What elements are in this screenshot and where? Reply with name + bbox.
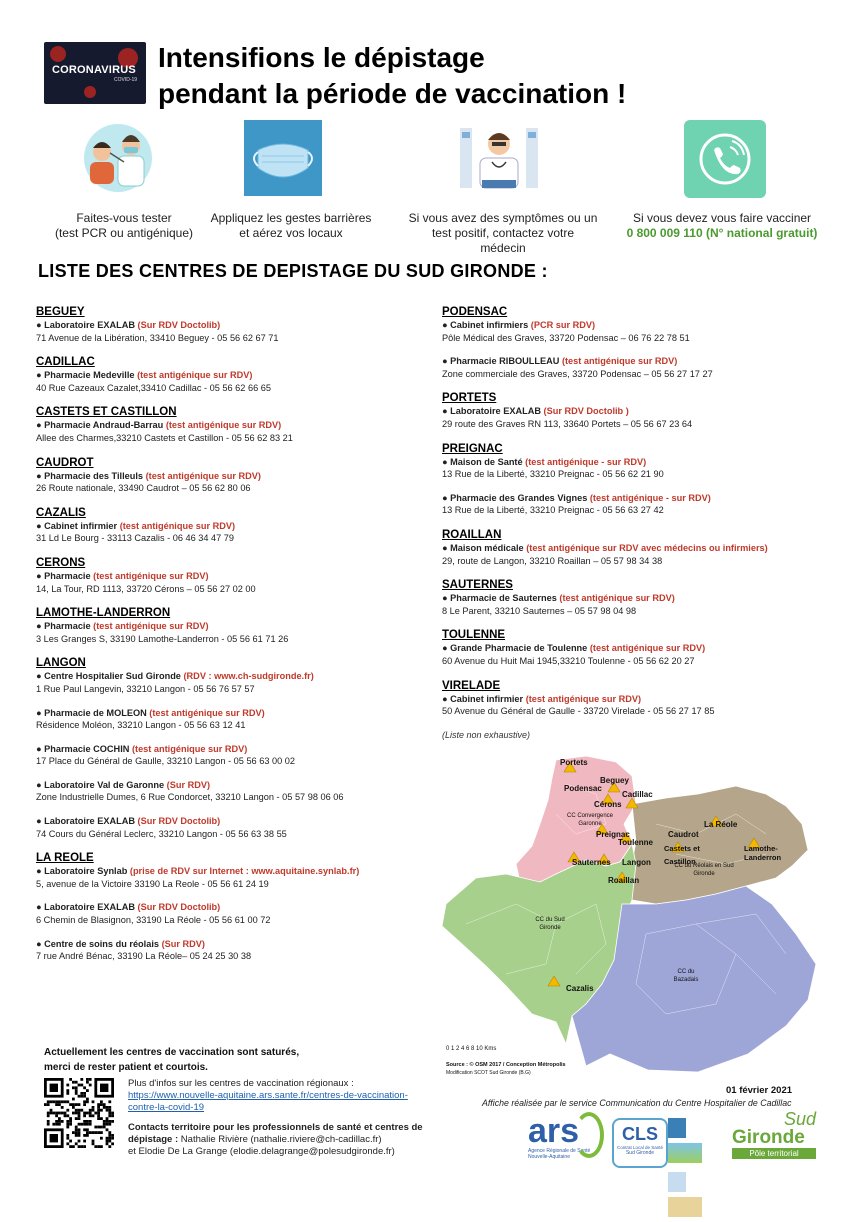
centre-address: Allee des Charmes,33210 Castets et Castillon - 05 56 62 83 21 bbox=[36, 432, 293, 443]
centre-entry bbox=[442, 592, 832, 617]
centre-entry bbox=[442, 355, 832, 380]
centre-name: Pharmacie COCHIN bbox=[44, 743, 130, 754]
bullet-icon: ● bbox=[36, 671, 45, 682]
map-source-mod: Modification SCOT Sud Gironde (B.G) bbox=[446, 1070, 531, 1076]
centre-name: Pharmacie de MOLEON bbox=[44, 707, 147, 718]
bullet-icon: ● bbox=[36, 938, 45, 949]
centre-address: 31 Ld Le Bourg - 33113 Cazalis - 06 46 34 47 79 bbox=[36, 533, 235, 544]
city-heading: LA REOLE bbox=[36, 852, 94, 865]
bullet-icon: ● bbox=[442, 356, 451, 367]
centre-address: 26 Route nationale, 33490 Caudrot – 05 56 62 80 06 bbox=[36, 483, 251, 494]
centre-note: (test antigénique - sur RDV) bbox=[589, 492, 711, 503]
map-label: Caudrot bbox=[668, 830, 699, 839]
city-heading: SAUTERNES bbox=[442, 579, 513, 592]
map-label: Lamothe-Landerron bbox=[744, 844, 782, 862]
badge-text: CORONAVIRUS bbox=[52, 64, 136, 76]
centre-name: Pharmacie RIBOULLEAU bbox=[450, 356, 560, 367]
city-heading: CAUDROT bbox=[36, 456, 94, 469]
centre-name: Cabinet infirmiers bbox=[450, 320, 529, 330]
list-note: (Liste non exhaustive) bbox=[442, 729, 531, 740]
centre-name: Cabinet infirmier bbox=[450, 693, 524, 704]
test-icon bbox=[78, 122, 158, 194]
sud-gironde-logo: Sud Gironde Pôle territorial bbox=[732, 1109, 816, 1158]
caption-phone: Si vous devez vous faire vacciner 0 800 009 110 (N° national gratuit) bbox=[626, 211, 818, 240]
list-title: LISTE DES CENTRES DE DEPISTAGE DU SUD GIRONDE : bbox=[38, 261, 548, 281]
bullet-icon: ● bbox=[442, 492, 451, 503]
map-label: Castets et Castillon bbox=[664, 844, 700, 866]
centre-note: (test antigénique sur RDV avec médecins ou infirmiers) bbox=[526, 542, 768, 553]
centre-note: (test antigénique sur RDV) bbox=[589, 643, 706, 654]
centre-name: Pharmacie Medeville bbox=[44, 370, 135, 381]
centre-address: 29 route des Graves RN 113, 33640 Portets – 05 56 67 23 64 bbox=[442, 418, 693, 429]
city-heading: LAMOTHE-LANDERRON bbox=[36, 607, 171, 620]
mask-icon bbox=[244, 120, 322, 196]
map-label: Portets bbox=[560, 758, 588, 767]
bullet-icon: ● bbox=[36, 520, 45, 531]
bullet-icon: ● bbox=[36, 420, 45, 431]
bullet-icon: ● bbox=[442, 320, 451, 330]
map-label: Roaillan bbox=[608, 876, 640, 885]
centre-address: Zone commerciale des Graves, 33720 Podensac – 05 56 27 17 27 bbox=[442, 368, 713, 379]
centre-note: (test antigénique sur RDV) bbox=[145, 470, 261, 481]
contact-info: Plus d'infos sur les centres de vaccination régionaux : https://www.nouvelle-aquitaine.ars.sante.fr/centres-de-vaccination- contre-la-covid-19 Contacts territoire pour les professionnels de santé et centres de dépistage : Nathalie Rivière (nathalie.riviere@ch-cadillac.fr) et Elodie De La Grange (elodie.delagrange@polesudgironde.fr) bbox=[128, 1078, 423, 1157]
centre-note: (test antigénique sur RDV) bbox=[561, 356, 678, 367]
centre-name: Laboratoire EXALAB bbox=[44, 320, 135, 330]
city-heading: CAZALIS bbox=[36, 506, 86, 519]
city-heading: CADILLAC bbox=[36, 356, 95, 369]
centre-entry bbox=[442, 642, 832, 667]
city-heading: PREIGNAC bbox=[442, 442, 503, 455]
bullet-icon: ● bbox=[36, 470, 45, 481]
centre-name: Laboratoire EXALAB bbox=[44, 816, 135, 827]
centre-entry bbox=[36, 470, 416, 495]
map-label: La Réole bbox=[704, 820, 738, 829]
page-title: Intensifions le dépistage pendant la période de vaccination ! bbox=[158, 42, 627, 109]
city-heading: BEGUEY bbox=[36, 306, 85, 318]
map-label: CC du Bazadais bbox=[673, 969, 699, 983]
bullet-icon: ● bbox=[36, 570, 45, 581]
map-source: Source : © OSM 2017 / Conception Métropolis bbox=[446, 1062, 566, 1068]
centre-entry bbox=[442, 693, 832, 718]
map-label: Podensac bbox=[564, 784, 602, 793]
centre-address: 71 Avenue de la Libération, 33410 Beguey - 05 56 62 67 71 bbox=[36, 332, 279, 343]
territory-map bbox=[436, 754, 818, 1079]
centre-note: (PCR sur RDV) bbox=[530, 320, 596, 330]
bullet-icon: ● bbox=[36, 320, 45, 330]
map-label: CC du Sud Gironde bbox=[535, 917, 565, 931]
bullet-icon: ● bbox=[442, 542, 451, 553]
partner-logos bbox=[668, 1118, 724, 1164]
centre-entry bbox=[442, 492, 832, 517]
centre-address: Résidence Moléon, 33210 Langon - 05 56 63 12 41 bbox=[36, 720, 246, 731]
bullet-icon: ● bbox=[36, 779, 45, 790]
badge-sub: COVID-19 bbox=[114, 77, 138, 83]
bullet-icon: ● bbox=[36, 621, 45, 632]
centre-name: Laboratoire EXALAB bbox=[450, 406, 541, 417]
centre-entry bbox=[36, 779, 416, 804]
bullet-icon: ● bbox=[442, 643, 451, 654]
centre-note: (Sur RDV) bbox=[161, 938, 205, 949]
centre-address: 14, La Tour, RD 1113, 33720 Cérons – 05 56 27 02 00 bbox=[36, 583, 256, 594]
doctor-icon bbox=[458, 122, 540, 194]
centre-note: (test antigénique sur RDV) bbox=[165, 420, 282, 431]
centre-name: Maison médicale bbox=[450, 542, 524, 553]
centre-name: Laboratoire EXALAB bbox=[44, 902, 135, 913]
centre-name: Pharmacie bbox=[44, 570, 91, 581]
centre-address: Zone Industrielle Dumes, 6 Rue Condorcet, 33210 Langon - 05 57 98 06 06 bbox=[36, 792, 344, 803]
city-heading: ROAILLAN bbox=[442, 528, 502, 541]
map-scale: 0 1 2 4 6 8 10 Kms bbox=[446, 1046, 497, 1052]
centre-address: 7 rue André Bénac, 33190 La Réole– 05 24 25 30 38 bbox=[36, 951, 252, 962]
centre-name: Laboratoire Synlab bbox=[44, 866, 128, 877]
centre-entry bbox=[442, 456, 832, 481]
bullet-icon: ● bbox=[36, 866, 45, 877]
centre-note: (Sur RDV Doctolib) bbox=[137, 902, 221, 913]
centre-address: 17 Place du Général de Gaulle, 33210 Langon - 05 56 63 00 02 bbox=[36, 756, 295, 767]
centre-note: (Sur RDV) bbox=[166, 779, 211, 790]
map-label: Preignac bbox=[596, 830, 630, 839]
centre-note: (Sur RDV Doctolib) bbox=[137, 816, 221, 827]
poster-date: 01 février 2021 bbox=[726, 1085, 793, 1096]
city-heading: PORTETS bbox=[442, 392, 497, 405]
centre-name: Grande Pharmacie de Toulenne bbox=[450, 643, 588, 654]
vaccination-link[interactable]: https://www.nouvelle-aquitaine.ars.sante.fr/centres-de-vaccination- bbox=[128, 1090, 408, 1101]
centre-entry bbox=[36, 570, 416, 595]
centre-address: Pôle Médical des Graves, 33720 Podensac – 06 76 22 78 51 bbox=[442, 332, 690, 343]
centre-note: (test antigénique - sur RDV) bbox=[525, 456, 647, 467]
map-label: Toulenne bbox=[618, 838, 653, 847]
bullet-icon: ● bbox=[442, 693, 451, 704]
centre-entry bbox=[36, 419, 416, 444]
centre-name: Pharmacie des Grandes Vignes bbox=[450, 492, 588, 503]
centre-entry bbox=[36, 865, 416, 890]
centre-note: (RDV : www.ch-sudgironde.fr) bbox=[183, 671, 314, 682]
bullet-icon: ● bbox=[36, 816, 45, 827]
map-label: Cazalis bbox=[566, 984, 594, 993]
centre-name: Pharmacie de Sauternes bbox=[450, 593, 557, 604]
bullet-icon: ● bbox=[442, 456, 451, 467]
map-label: Langon bbox=[622, 858, 651, 867]
bullet-icon: ● bbox=[442, 406, 451, 417]
caption-doctor: Si vous avez des symptômes ou un test positif, contactez votre médecin bbox=[408, 211, 598, 255]
centre-name: Centre de soins du réolais bbox=[44, 938, 159, 949]
centre-address: 1 Rue Paul Langevin, 33210 Langon - 05 56 76 57 57 bbox=[36, 683, 255, 694]
centre-note: (test antigénique sur RDV) bbox=[559, 593, 675, 604]
caption-mask: Appliquez les gestes barrières et aérez vos locaux bbox=[210, 211, 372, 240]
centre-entry bbox=[36, 901, 416, 926]
qr-code[interactable] bbox=[44, 1078, 114, 1148]
map-label: Cérons bbox=[594, 800, 622, 809]
vaccination-notice: Actuellement les centres de vaccination sont saturés, merci de rester patient et courtois. bbox=[44, 1047, 300, 1073]
centre-note: (test antigénique sur RDV) bbox=[93, 621, 209, 632]
centre-address: 13 Rue de la Liberté, 33210 Preignac - 05 56 63 27 42 bbox=[442, 505, 664, 516]
bullet-icon: ● bbox=[36, 902, 45, 913]
ars-logo: ars Agence Régionale de Santé Nouvelle-Aquitaine bbox=[528, 1114, 604, 1164]
left-centres-column bbox=[36, 298, 416, 974]
map-label: Cadillac bbox=[622, 790, 653, 799]
bullet-icon: ● bbox=[36, 370, 45, 381]
centre-note: (Sur RDV Doctolib ) bbox=[543, 406, 629, 417]
city-heading: TOULENNE bbox=[442, 629, 506, 642]
centre-note: (test antigénique sur RDV) bbox=[93, 570, 209, 581]
caption-test: Faites-vous tester (test PCR ou antigénique) bbox=[54, 211, 194, 240]
centre-address: 40 Rue Cazeaux Cazalet,33410 Cadillac - 05 56 62 66 65 bbox=[36, 382, 271, 393]
coronavirus-badge bbox=[44, 42, 146, 104]
centre-entry bbox=[36, 369, 416, 394]
vaccination-link-cont[interactable]: contre-la-covid-19 bbox=[128, 1102, 205, 1113]
centre-address: 74 Cours du Général Leclerc, 33210 Langon - 05 56 63 38 55 bbox=[36, 828, 287, 839]
centre-entry bbox=[442, 405, 832, 430]
centre-name: Pharmacie Andraud-Barrau bbox=[44, 420, 164, 431]
phone-icon bbox=[684, 120, 766, 198]
city-heading: PODENSAC bbox=[442, 306, 508, 318]
city-heading: VIRELADE bbox=[442, 679, 501, 692]
centre-name: Laboratoire Val de Garonne bbox=[44, 779, 165, 790]
city-heading: LANGON bbox=[36, 657, 86, 670]
centre-name: Pharmacie bbox=[44, 621, 91, 632]
centre-entry bbox=[442, 319, 832, 344]
centre-address: 6 Chemin de Blasignon, 33190 La Réole - 05 56 61 00 72 bbox=[36, 915, 271, 926]
centre-note: (test antigénique sur RDV) bbox=[119, 520, 236, 531]
centre-entry bbox=[442, 542, 832, 567]
centre-address: 29, route de Langon, 33210 Roaillan – 05 57 98 34 38 bbox=[442, 555, 663, 566]
bullet-icon: ● bbox=[36, 743, 45, 754]
bullet-icon: ● bbox=[442, 593, 451, 604]
centre-name: Pharmacie des Tilleuls bbox=[44, 470, 144, 481]
centre-entry bbox=[36, 520, 416, 545]
centre-address: 50 Avenue du Général de Gaulle - 33720 Virelade - 05 56 27 17 85 bbox=[442, 706, 715, 717]
centre-entry bbox=[36, 815, 416, 840]
map-label: Beguey bbox=[600, 776, 629, 785]
map-label: Sauternes bbox=[572, 858, 611, 867]
right-centres-column bbox=[442, 298, 832, 741]
affiche-credit: Affiche réalisée par le service Communication du Centre Hospitalier de Cadillac bbox=[482, 1098, 792, 1108]
centre-entry bbox=[36, 670, 416, 695]
centre-name: Cabinet infirmier bbox=[44, 520, 118, 531]
centre-address: 60 Avenue du Huit Mai 1945,33210 Toulenne - 05 56 62 20 27 bbox=[442, 655, 695, 666]
centre-address: 3 Les Granges S, 33190 Lamothe-Landerron - 05 56 61 71 26 bbox=[36, 633, 289, 644]
centre-entry bbox=[36, 319, 416, 344]
centre-note: (test antigénique sur RDV) bbox=[525, 693, 642, 704]
map-label: CC du Réolais en Sud Gironde bbox=[674, 863, 734, 877]
centre-name: Centre Hospitalier Sud Gironde bbox=[44, 671, 181, 682]
centre-note: (prise de RDV sur Internet : www.aquitaine.synlab.fr) bbox=[129, 866, 360, 877]
centre-entry bbox=[36, 707, 416, 732]
centre-note: (Sur RDV Doctolib) bbox=[137, 320, 221, 330]
centre-entry bbox=[36, 743, 416, 768]
centre-entry bbox=[36, 620, 416, 645]
city-heading: CERONS bbox=[36, 556, 86, 569]
map-label: CC Convergence Garonne bbox=[566, 813, 614, 827]
centre-note: (test antigénique sur RDV) bbox=[149, 707, 265, 718]
city-heading: CASTETS ET CASTILLON bbox=[36, 406, 177, 419]
centre-address: 13 Rue de la Liberté, 33210 Preignac - 05 56 62 21 90 bbox=[442, 469, 664, 480]
cls-logo: CLS Contrat Local de Santé Sud Gironde bbox=[612, 1118, 668, 1168]
centre-note: (test antigénique sur RDV) bbox=[131, 743, 248, 754]
centre-name: Maison de Santé bbox=[450, 456, 523, 467]
centre-address: 8 Le Parent, 33210 Sauternes – 05 57 98 04 98 bbox=[442, 605, 637, 616]
centre-address: 5, avenue de la Victoire 33190 La Reole - 05 56 61 24 19 bbox=[36, 878, 269, 889]
centre-entry bbox=[36, 938, 416, 963]
centre-note: (test antigénique sur RDV) bbox=[137, 370, 253, 381]
bullet-icon: ● bbox=[36, 707, 45, 718]
